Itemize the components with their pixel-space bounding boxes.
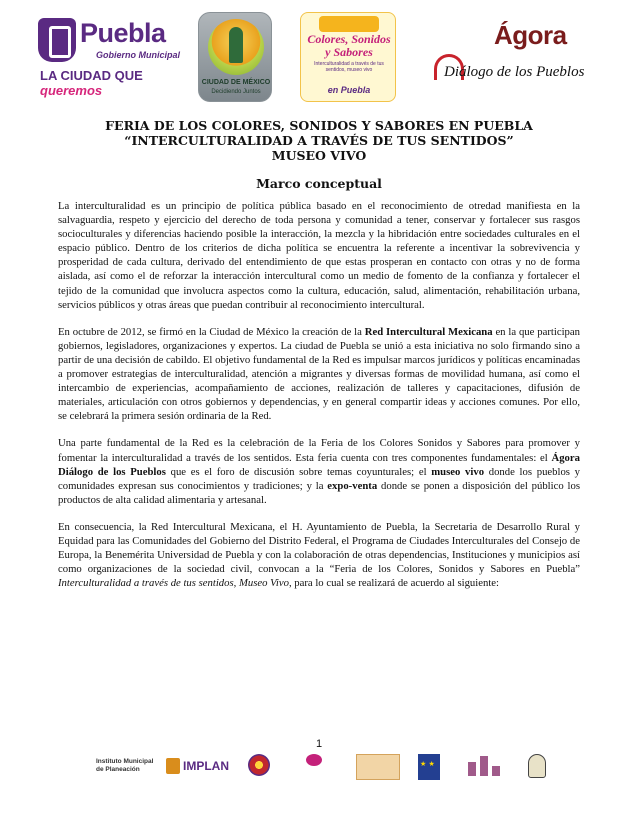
agora-logo [430,20,598,96]
feria-banner-icon [319,16,379,32]
p3-bold: Ágora Diálogo de los Pueblos [58,451,580,478]
crest-icon [528,754,546,778]
section-heading: Marco conceptual [256,176,382,191]
header-logos [38,12,598,102]
p3-bold: museo vivo [431,465,485,478]
puebla-emblem-icon [38,18,76,62]
p3-text: Una parte fundamental de la Red es la celebración de la Feria de los Colores Sonidos y Sabores para promover y fomentar la interculturalidad a través de los sentidos. Esta feria cuenta con tres componentes fundamentales: el [58,437,580,464]
p2-bold: Red Intercultural Mexicana [364,325,493,338]
footer-logos [96,754,556,784]
page-number: 1 [315,738,323,750]
sederec-mark-icon [306,754,322,766]
paragraph-4 [58,520,580,590]
p4-text: En consecuencia, la Red Intercultural Mexicana, el H. Ayuntamiento de Puebla, la Secretaria de Desarrollo Rural y Equidad para las Comunidades del Gobierno del Distrito Federal, el Programa de Ciudades Interculturales del Consejo de Europa, la Benemérita Universidad de Puebla y con la colaboración de otras dependencias, Instituciones y municipios así como organizaciones de la sociedad civil, convocan a la “Feria de los Colores, Sonidos y Sabores en Puebla” [58,520,580,576]
feria-logo-city: en Puebla [327,85,371,95]
angel-icon [229,27,243,63]
title-line-3: MUSEO VIVO [271,148,367,163]
agora-logo-sub: Diálogo de los Pueblos [444,64,585,80]
skyline-icon [468,762,476,776]
puebla-logo-tagline [40,68,186,98]
document-title [58,118,580,163]
implan-logo [166,754,234,780]
puebla-logo-sub: Gobierno Municipal [96,50,181,60]
document-body [58,199,580,603]
p3-text: donde los pueblos y comunidades expresan sus conocimientos y tradiciones; y la [58,465,581,492]
red-intercultural-logo [356,754,400,780]
sederec-logo [294,754,342,780]
council-of-europe-logo [418,754,440,780]
university-crest-logo [528,754,548,780]
p3-bold: expo-venta [327,479,378,492]
feria-logo-title: Colores, Sonidos y Sabores [307,32,391,59]
cdmx-logo [198,12,272,102]
puebla-municipal-logo [38,16,186,96]
skyline-icon [492,766,500,776]
p2-text: En octubre de 2012, se firmó en la Ciudad de México la creación de la [58,325,365,338]
p2-text: en la que participan gobiernos, legisladores, organizaciones y expertos. La ciudad de Puebla se unió a esta iniciativa no solo firmando sino a partir de una decisión de cabildo. El objetivo fundamental de la Red es impulsar marcos jurídicos y políticas encaminadas a promover estrategias de interculturalidad, atención a migrantes y diversas formas de movilidad humana, así como el intercambio de experiencias, acompañamiento de acciones, realización de talleres y capacitaciones, difusión de materiales, articulación con otros gobiernos y dependencias, y en general compartir ideas y acciones comunes. Por ello, se celebrará la primera sesión ordinaria de la Red. [58,325,580,423]
cdmx-logo-title: CIUDAD DE MÉXICO [201,79,271,86]
agora-logo-title: Ágora [494,20,567,50]
puebla-tag-prefix: LA CIUDAD QUE [40,68,143,83]
p4-italic: Interculturalidad a través de tus sentidos, Museo Vivo [58,577,289,590]
feria-logo-small: Interculturalidad a través de tus sentidos, museo vivo [314,61,384,73]
seal-logo [248,754,270,780]
p3-text: donde se ponen a disposición del público los productos de alta calidad alimentaria y artesanal. [58,479,580,506]
seal-icon [248,754,270,776]
p3-text: que es el foro de discusión sobre temas coyunturales; el [165,465,432,478]
cities-logo [466,754,504,780]
implan-institute-logo: Instituto Municipal de Planeación [96,758,154,773]
paragraph-1: La interculturalidad es un principio de política pública basado en el reconocimiento de otredad manifiesta en la salvaguardia, respeto y ejercicio del derecho de toda persona y comunidad a tener, conservar y fortalecer sus rasgos socioculturales y diferencias haciendo posible la interacción, la mezcla y la hibridación entre sociedades culturales en el espacio público. Dentro de los criterios de dicha política se encuentra la referente a incentivar la sobrevivencia y prosperidad de cada cultura, derivado del entendimiento de que estas prosperan en contacto con otras y no de forma aislada, así como el de reforzar la interacción intercultural como un medio de fomento de la confianza y fortalecer el tejido de la comunidad que involucra aspectos como la cultura, educación, salud, alimentación, rehabilitación urbana, servicios públicos y otras áreas que puedan contribuir al reconocimiento intercultural. [58,200,580,311]
paragraph-3 [58,436,580,506]
puebla-logo-word: Puebla [80,18,166,48]
title-line-2: “INTERCULTURALIDAD A TRAVÉS DE TUS SENTIDOS” [124,133,514,148]
puebla-tag-emph: queremos [40,83,103,98]
p4-text: , para lo cual se realizará de acuerdo al siguiente: [288,577,500,590]
cdmx-logo-sub: Decidiendo Juntos [211,89,261,95]
implan-word: IMPLAN [183,759,229,773]
feria-logo [300,12,396,102]
title-line-1: FERIA DE LOS COLORES, SONIDOS Y SABORES EN PUEBLA [105,118,533,133]
paragraph-2 [58,325,580,424]
implan-mark-icon [166,758,180,774]
skyline-icon [480,756,488,776]
